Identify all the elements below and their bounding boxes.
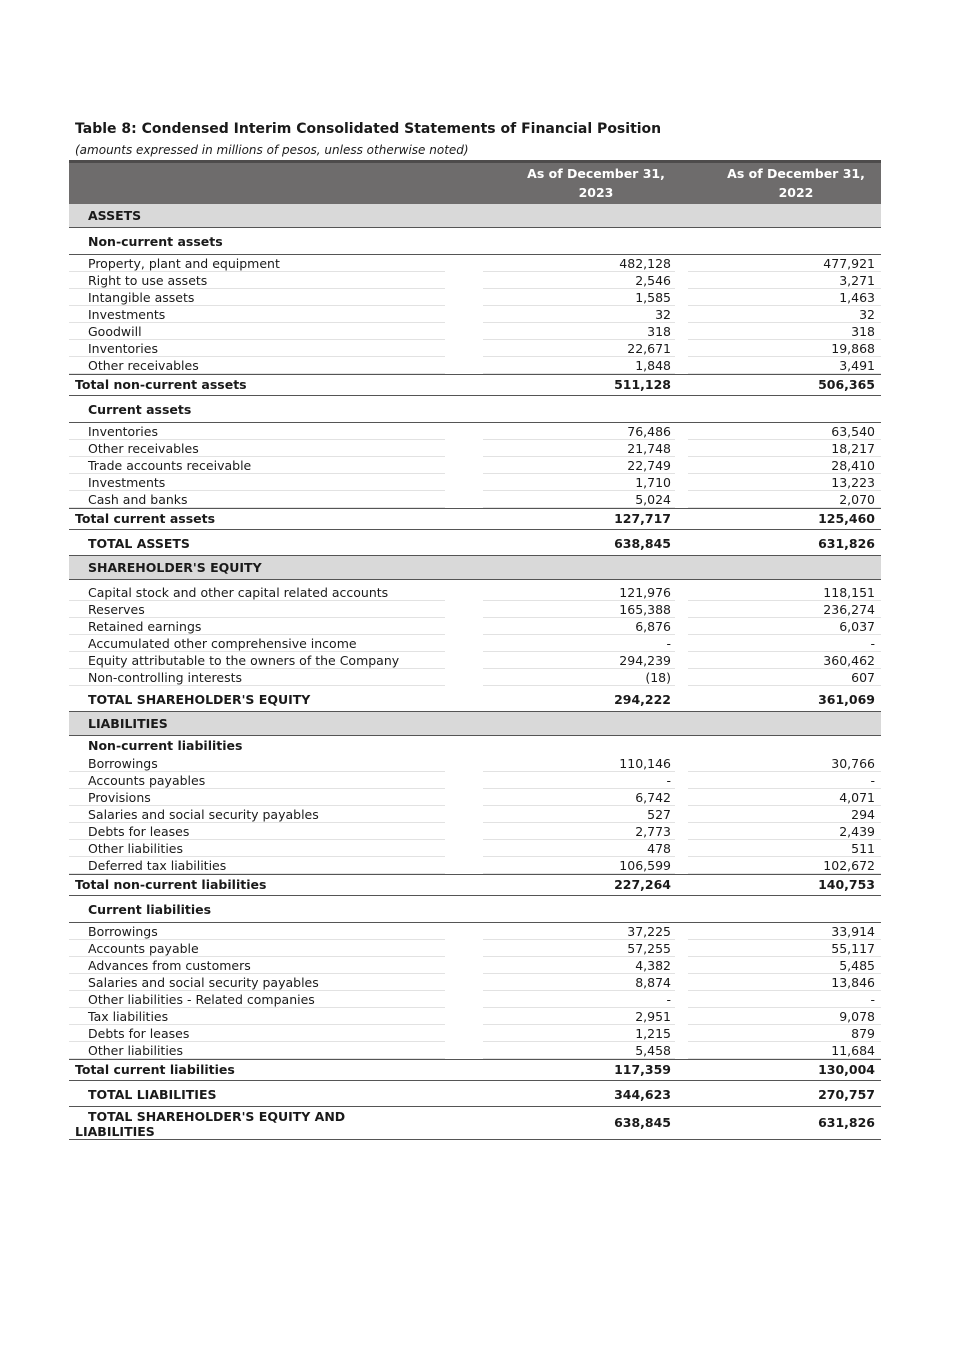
value-2023: 22,671 [627, 341, 671, 356]
value-2022: 18,217 [831, 441, 875, 456]
row-label: Salaries and social security payables [88, 807, 319, 822]
table-row [69, 652, 881, 669]
row-label: Trade accounts receivable [88, 458, 252, 473]
value-2023: 2,951 [635, 1009, 671, 1024]
table-row [69, 772, 881, 789]
value-2023: 32 [655, 307, 671, 322]
value-2022: 9,078 [839, 1009, 875, 1024]
table-row [69, 323, 881, 340]
value-2023: 121,976 [619, 585, 671, 600]
row-label: Tax liabilities [88, 1009, 169, 1024]
table-row [69, 289, 881, 306]
table-row [69, 857, 881, 874]
value-2023: 2,773 [635, 824, 671, 839]
value-2022: - [870, 992, 875, 1007]
table-row [69, 1042, 881, 1059]
value-2022: 6,037 [839, 619, 875, 634]
row-label: Borrowings [88, 924, 158, 939]
row-label: Debts for leases [88, 824, 190, 839]
table-row [69, 635, 881, 652]
value-2023: - [666, 992, 671, 1007]
row-label: Other liabilities - Related companies [88, 992, 315, 1007]
row-label: Reserves [88, 602, 145, 617]
row-label: Debts for leases [88, 1026, 190, 1041]
value-2023: 22,749 [627, 458, 671, 473]
table-header: As of December 31, 2023 As of December 31, 2022 [69, 160, 881, 204]
table-row [69, 584, 881, 601]
table-row [69, 923, 881, 940]
total-current-liabilities: Total current liabilities 117,359 130,004 [69, 1059, 881, 1081]
value-2023: 482,128 [619, 256, 671, 271]
value-2022: 360,462 [823, 653, 875, 668]
table-row [69, 840, 881, 857]
value-2023: 76,486 [627, 424, 671, 439]
current-liabilities-list [69, 923, 881, 1059]
row-label: Accounts payable [88, 941, 199, 956]
table-row [69, 491, 881, 508]
row-label: Other receivables [88, 441, 199, 456]
table-row [69, 957, 881, 974]
total-equity-and-liabilities: TOTAL SHAREHOLDER'S EQUITY AND LIABILITIES 638,845 631,826 [69, 1107, 881, 1140]
row-label: Right to use assets [88, 273, 208, 288]
row-label: Property, plant and equipment [88, 256, 280, 271]
table-row [69, 272, 881, 289]
total-noncurrent-liabilities: Total non-current liabilities 227,264 140,753 [69, 874, 881, 896]
value-2023: 110,146 [619, 756, 671, 771]
table-row [69, 806, 881, 823]
value-2022: 4,071 [839, 790, 875, 805]
value-2023: 318 [647, 324, 671, 339]
row-label: Borrowings [88, 756, 158, 771]
value-2023: 6,876 [635, 619, 671, 634]
table-title: Table 8: Condensed Interim Consolidated Statements of Financial Position [75, 121, 662, 137]
value-2023: 294,239 [619, 653, 671, 668]
value-2023: 1,215 [635, 1026, 671, 1041]
value-2022: 63,540 [831, 424, 875, 439]
value-2023: 527 [647, 807, 671, 822]
value-2022: 5,485 [839, 958, 875, 973]
table-row [69, 823, 881, 840]
row-label: Inventories [88, 341, 158, 356]
value-2022: 13,223 [831, 475, 875, 490]
value-2023: 478 [647, 841, 671, 856]
value-2023: (18) [645, 670, 671, 685]
total-liabilities: TOTAL LIABILITIES 344,623 270,757 [69, 1081, 881, 1107]
table-row [69, 974, 881, 991]
value-2023: 5,024 [635, 492, 671, 507]
row-label: Other receivables [88, 358, 199, 373]
row-label: Retained earnings [88, 619, 202, 634]
value-2022: 55,117 [831, 941, 875, 956]
table-row [69, 306, 881, 323]
value-2022: 33,914 [831, 924, 875, 939]
value-2022: 294 [851, 807, 875, 822]
value-2023: 1,848 [635, 358, 671, 373]
row-label: Deferred tax liabilities [88, 858, 227, 873]
value-2023: 165,388 [619, 602, 671, 617]
table-row [69, 755, 881, 772]
value-2022: 511 [851, 841, 875, 856]
financial-position-document [69, 118, 881, 1140]
value-2022: - [870, 773, 875, 788]
table-subtitle: (amounts expressed in millions of pesos, unless otherwise noted) [75, 143, 469, 157]
table-row [69, 940, 881, 957]
value-2022: 30,766 [831, 756, 875, 771]
row-label: Non-controlling interests [88, 670, 243, 685]
value-2022: 2,439 [839, 824, 875, 839]
table-row [69, 601, 881, 618]
total-current-assets: Total current assets 127,717 125,460 [69, 508, 881, 530]
table-row [69, 423, 881, 440]
value-2022: 11,684 [831, 1043, 875, 1058]
row-label: Inventories [88, 424, 158, 439]
value-2023: 6,742 [635, 790, 671, 805]
table-row [69, 991, 881, 1008]
value-2022: 1,463 [839, 290, 875, 305]
value-2023: 5,458 [635, 1043, 671, 1058]
row-label: Capital stock and other capital related accounts [88, 585, 389, 600]
row-label: Goodwill [88, 324, 142, 339]
noncurrent-liabilities-list [69, 755, 881, 874]
total-assets: TOTAL ASSETS 638,845 631,826 [69, 530, 881, 556]
value-2022: 318 [851, 324, 875, 339]
value-2023: 1,585 [635, 290, 671, 305]
header-top-rule [69, 160, 881, 163]
row-label: Equity attributable to the owners of the Company [88, 653, 400, 668]
row-label: Provisions [88, 790, 151, 805]
subheading-noncurrent-liabilities: Non-current liabilities [88, 738, 243, 753]
section-heading-equity: SHAREHOLDER'S EQUITY [69, 556, 881, 580]
row-label: Advances from customers [88, 958, 251, 973]
value-2023: - [666, 636, 671, 651]
row-label: Intangible assets [88, 290, 195, 305]
value-2022: 102,672 [823, 858, 875, 873]
row-label: Investments [88, 307, 166, 322]
value-2023: 21,748 [627, 441, 671, 456]
row-label: Other liabilities [88, 1043, 184, 1058]
value-2022: 607 [851, 670, 875, 685]
table-row [69, 357, 881, 374]
value-2022: 879 [851, 1026, 875, 1041]
value-2022: 118,151 [823, 585, 875, 600]
table-row [69, 618, 881, 635]
value-2023: 2,546 [635, 273, 671, 288]
row-label: Salaries and social security payables [88, 975, 319, 990]
value-2022: 3,271 [839, 273, 875, 288]
total-noncurrent-assets: Total non-current assets 511,128 506,365 [69, 374, 881, 396]
value-2022: 236,274 [823, 602, 875, 617]
table-row [69, 340, 881, 357]
total-shareholders-equity: TOTAL SHAREHOLDER'S EQUITY 294,222 361,069 [69, 686, 881, 712]
row-label: Accumulated other comprehensive income [88, 636, 357, 651]
table-row [69, 255, 881, 272]
value-2023: 106,599 [619, 858, 671, 873]
value-2023: 8,874 [635, 975, 671, 990]
value-2022: - [870, 636, 875, 651]
table-row [69, 457, 881, 474]
table-row [69, 1025, 881, 1042]
table-row [69, 440, 881, 457]
table-row [69, 1008, 881, 1025]
table-row [69, 474, 881, 491]
table-row [69, 669, 881, 686]
section-heading-assets: ASSETS [69, 204, 881, 228]
row-label: Other liabilities [88, 841, 184, 856]
value-2022: 28,410 [831, 458, 875, 473]
value-2023: 37,225 [627, 924, 671, 939]
value-2023: - [666, 773, 671, 788]
subheading-noncurrent-assets: Non-current assets [69, 228, 881, 255]
subheading-current-assets: Current assets [69, 396, 881, 423]
section-heading-liabilities: LIABILITIES [69, 712, 881, 736]
value-2022: 2,070 [839, 492, 875, 507]
value-2022: 19,868 [831, 341, 875, 356]
equity-list [69, 584, 881, 686]
value-2023: 1,710 [635, 475, 671, 490]
subheading-current-liabilities: Current liabilities [69, 896, 881, 923]
table-row [69, 789, 881, 806]
value-2022: 477,921 [823, 256, 875, 271]
row-label: Accounts payables [88, 773, 206, 788]
value-2022: 13,846 [831, 975, 875, 990]
row-label: Cash and banks [88, 492, 188, 507]
row-label: Investments [88, 475, 166, 490]
value-2022: 32 [859, 307, 875, 322]
value-2022: 3,491 [839, 358, 875, 373]
value-2023: 4,382 [635, 958, 671, 973]
noncurrent-assets-list [69, 255, 881, 374]
value-2023: 57,255 [627, 941, 671, 956]
current-assets-list [69, 423, 881, 508]
